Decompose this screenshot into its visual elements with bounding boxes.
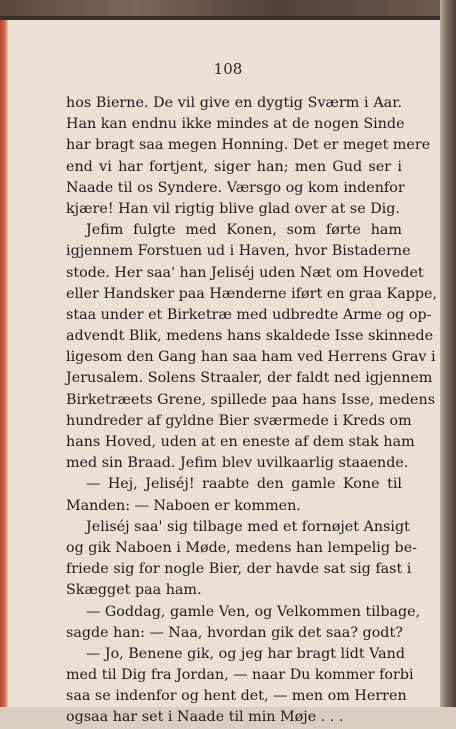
text-line: — Jo, Benene gik, og jeg har bragt lidt Vand [86, 645, 406, 662]
text-line: ogsaa har set i Naade til min Møje . . . [66, 709, 344, 726]
page-number: 108 [213, 60, 243, 78]
text-line: Han kan endnu ikke mindes at de nogen Sinde [66, 116, 405, 133]
text-line: — Hej, Jeliséj! raabte den gamle Kone til [86, 476, 402, 493]
book-top-edge [0, 0, 456, 20]
text-line: advendt Blik, medens hans skaldede Isse skinnede [66, 328, 434, 345]
text-line: saa se indenfor og hent det, — men om Herren [66, 688, 407, 705]
text-line: Manden: — Naboen er kommen. [66, 497, 301, 514]
text-line: Birketræets Grene, spillede paa hans Isse, medens [66, 391, 436, 408]
text-line: og gik Naboen i Møde, medens han lempelig be- [66, 539, 417, 556]
text-line: har bragt saa megen Honning. Det er meget mere [66, 137, 431, 154]
text-line: med sin Braad. Jefim blev uvilkaarlig staaende. [66, 455, 409, 472]
text-line: kjære! Han vil rigtig blive glad over at se Dig. [66, 200, 400, 217]
text-line: staa under et Birketræ med udbredte Arme og op- [66, 306, 432, 323]
text-line: sagde han: — Naa, hvordan gik det saa? godt? [66, 624, 403, 641]
text-line: med til Dig fra Jordan, — naar Du kommer forbi [66, 667, 414, 684]
text-line: igjennem Forstuen ud i Haven, hvor Bistaderne [66, 243, 411, 260]
text-line: stode. Her saa' han Jeliséj uden Næt om Hovedet [66, 264, 424, 281]
text-line: end vi har fortjent, siger han; men Gud ser i [66, 158, 402, 175]
text-line: Naade til os Syndere. Værsgo og kom indenfor [66, 179, 405, 196]
text-line: hos Bierne. De vil give en dygtig Sværm i Aar. [66, 95, 402, 111]
text-line: eller Handsker paa Hænderne iført en graa Kappe, [66, 285, 438, 302]
text-line: Jerusalem. Solens Straaler, der faldt ned igjennem [66, 370, 433, 387]
text-line: Jeliséj saa' sig tilbage med et fornøjet Ansigt [86, 518, 410, 535]
text-line: — Goddag, gamle Ven, og Velkommen tilbage, [86, 603, 421, 620]
text-line: hundreder af gyldne Bier sværmede i Kreds om [66, 412, 412, 429]
text-line: ligesom den Gang han saa ham ved Herrens Grav i [66, 349, 436, 366]
book-right-edge [440, 0, 456, 707]
text-line: Skægget paa ham. [66, 582, 202, 599]
text-line: friede sig for nogle Bier, der havde sat sig fast i [66, 561, 412, 578]
text-line: hans Hoved, uden at en eneste af dem stak ham [66, 434, 415, 450]
page-body-text [66, 93, 438, 729]
book-spine-edge [0, 20, 8, 707]
text-line: Jefim fulgte med Konen, som førte ham [86, 222, 402, 239]
